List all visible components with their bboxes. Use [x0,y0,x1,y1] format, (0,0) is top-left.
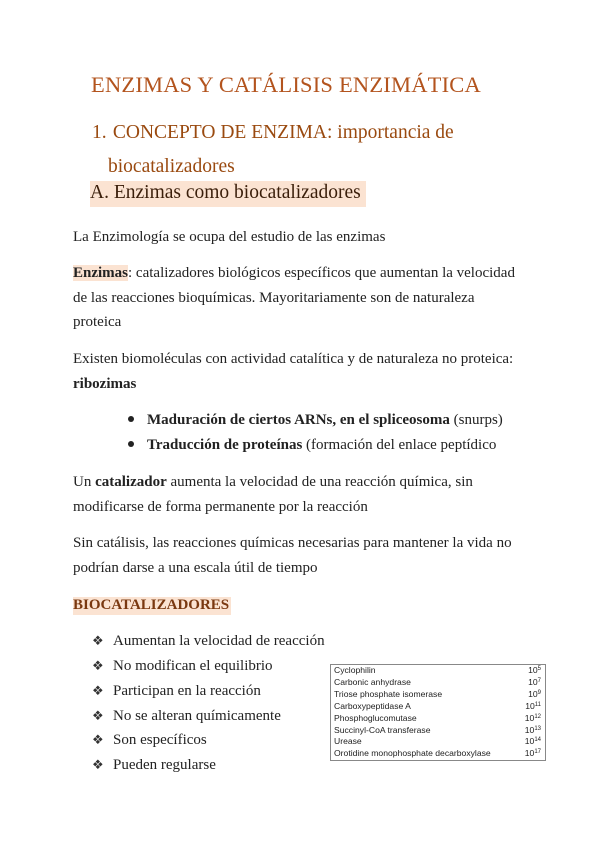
list-item: ❖ No se alteran químicamente [92,704,281,729]
paragraph-enzimologia: La Enzimología se ocupa del estudio de las enzimas [73,229,386,245]
bullet-icon [128,441,134,447]
diamond-bullet-icon: ❖ [92,708,104,723]
table-row: Carboxypeptidase A $10^{11}$ [334,700,541,711]
ribozima-example-rest: (formación del enlace peptídico [302,437,497,453]
paragraph-ribozimas [73,347,523,396]
list-item: ❖ No modifican el equilibrio [92,654,273,679]
table-row: Phosphoglucomutase $10^{12}$ [334,712,541,723]
section-title-line2: biocatalizadores [108,156,235,177]
table-row: Orotidine monophosphate decarboxylase $10^{17}$ [334,748,541,759]
bullet-icon [128,416,134,422]
catalizador-text: aumenta la velocidad de una reacción química, sin modificarse de forma permanente por la reacción [73,474,473,515]
section-number: 1. [92,122,107,143]
paragraph-sin-catalisis: Sin catálisis, las reacciones químicas necesarias para mantener la vida no podrían darse a una escala útil de tiempo [73,535,512,576]
table-row: Triose phosphate isomerase $10^9$ [334,688,541,699]
diamond-bullet-icon: ❖ [92,633,104,648]
term-ribozimas: ribozimas [73,375,137,392]
catalizador-pre: Un [73,474,96,490]
list-item [128,408,503,433]
term-enzimas: Enzimas [73,265,129,281]
table-row: Urease $10^{14}$ [334,736,541,747]
biocatalizadores-heading: BIOCATALIZADORES [73,597,230,613]
paragraph-catalizador [73,470,523,519]
diamond-bullet-icon: ❖ [92,658,104,673]
list-item: ❖ Aumentan la velocidad de reacción [92,629,325,654]
ribozima-example-bold: Maduración de ciertos ARNs, en el spliceosoma [147,412,450,428]
diamond-bullet-icon: ❖ [92,732,104,747]
list-item: ❖ Son específicos [92,728,207,753]
diamond-bullet-icon: ❖ [92,683,104,698]
table-row: Cyclophilin $10^5$ [334,665,541,675]
enzimas-definition-text: : catalizadores biológicos específicos que aumentan la velocidad de las reacciones bioquímicas. Mayoritariamente son de naturaleza proteica [73,265,515,330]
subsection-heading-a: A. Enzimas como biocatalizadores [90,181,366,207]
paragraph-enzimas-definition [73,261,523,335]
section-heading-1 [92,116,512,184]
term-catalizador: catalizador [95,474,167,490]
table-row: Carbonic anhydrase $10^7$ [334,676,541,687]
table-row: Succinyl-CoA transferase $10^{13}$ [334,724,541,735]
list-item [128,433,496,458]
page-title: ENZIMAS Y CATÁLISIS ENZIMÁTICA [91,72,481,97]
enzyme-rate-table [330,664,546,761]
list-item: ❖ Participan en la reacción [92,679,261,704]
ribozima-example-bold: Traducción de proteínas [147,437,303,453]
list-item: ❖ Pueden regularse [92,753,216,778]
section-title-line1: CONCEPTO DE ENZIMA: importancia de [112,122,454,143]
ribozima-example-rest: (snurps) [449,412,503,428]
diamond-bullet-icon: ❖ [92,757,104,772]
ribozimas-text: Existen biomoléculas con actividad catalítica y de naturaleza no proteica: [73,351,514,367]
